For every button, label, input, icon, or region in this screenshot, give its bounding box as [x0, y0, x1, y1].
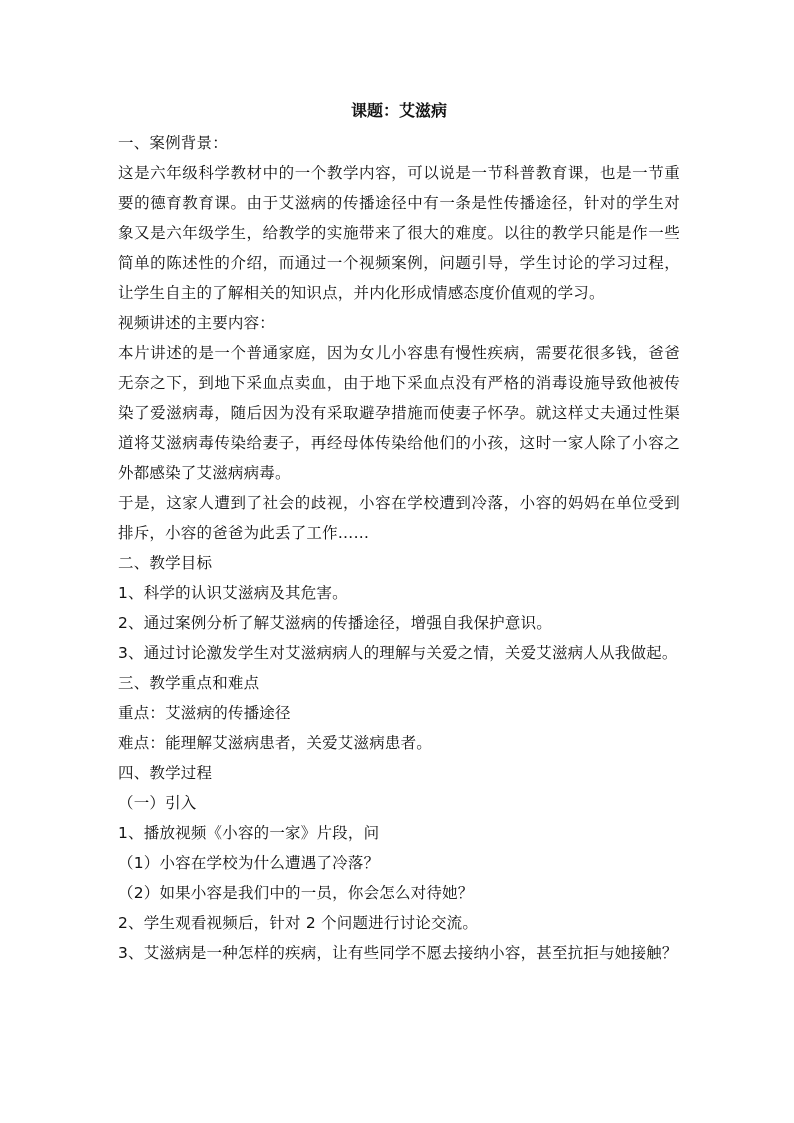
video-paragraph-1: 本片讲述的是一个普通家庭，因为女儿小容患有慢性疾病，需要花很多钱，爸爸无奈之下，到地下采血点卖血，由于地下采血点没有严格的消毒设施导致他被传染了爱滋病毒，随后因为没有采取避孕措施而使妻子怀孕。就这样丈夫通过性渠道将艾滋病毒传染给妻子，再经母体传染给他们的小孩，这时一家人除了小容之外都感染了艾滋病病毒。	[118, 344, 680, 482]
process-item: 1、播放视频《小容的一家》片段，问	[118, 824, 380, 842]
video-heading: 视频讲述的主要内容：	[118, 314, 276, 332]
focus-key: 重点：艾滋病的传播途径	[118, 704, 291, 722]
process-item: 3、艾滋病是一种怎样的疾病，让有些同学不愿去接纳小容，甚至抗拒与她接触？	[118, 944, 678, 962]
focus-difficult: 难点：能理解艾滋病患者，关爱艾滋病患者。	[118, 734, 433, 752]
focus-heading: 三、教学重点和难点	[118, 674, 260, 692]
goal-item: 2、通过案例分析了解艾滋病的传播途径，增强自我保护意识。	[118, 614, 552, 632]
goals-heading: 二、教学目标	[118, 554, 213, 572]
process-item: （2）如果小容是我们中的一员，你会怎么对待她？	[118, 884, 474, 902]
goal-item: 1、科学的认识艾滋病及其危害。	[118, 584, 348, 602]
background-heading: 一、案例背景：	[118, 134, 228, 152]
page-title: 课题：艾滋病	[350, 101, 447, 120]
background-paragraph: 这是六年级科学教材中的一个教学内容，可以说是一节科普教育课，也是一节重要的德育教育课。由于艾滋病的传播途径中有一条是性传播途径，针对的学生对象又是六年级学生，给教学的实施带来了很大的难度。以往的教学只能是作一些简单的陈述性的介绍，而通过一个视频案例，问题引导，学生讨论的学习过程，让学生自主的了解相关的知识点，并内化形成情感态度价值观的学习。	[118, 164, 680, 302]
process-intro: （一）引入	[118, 794, 197, 812]
goal-item: 3、通过讨论激发学生对艾滋病病人的理解与关爱之情，关爱艾滋病人从我做起。	[118, 644, 678, 662]
video-paragraph-2: 于是，这家人遭到了社会的歧视，小容在学校遭到冷落，小容的妈妈在单位受到排斥，小容的爸爸为此丢了工作……	[118, 494, 680, 542]
document-page	[118, 98, 680, 968]
process-item: 2、学生观看视频后，针对 2 个问题进行讨论交流。	[118, 914, 479, 932]
process-item: （1）小容在学校为什么遭遇了冷落？	[118, 854, 380, 872]
process-heading: 四、教学过程	[118, 764, 213, 782]
